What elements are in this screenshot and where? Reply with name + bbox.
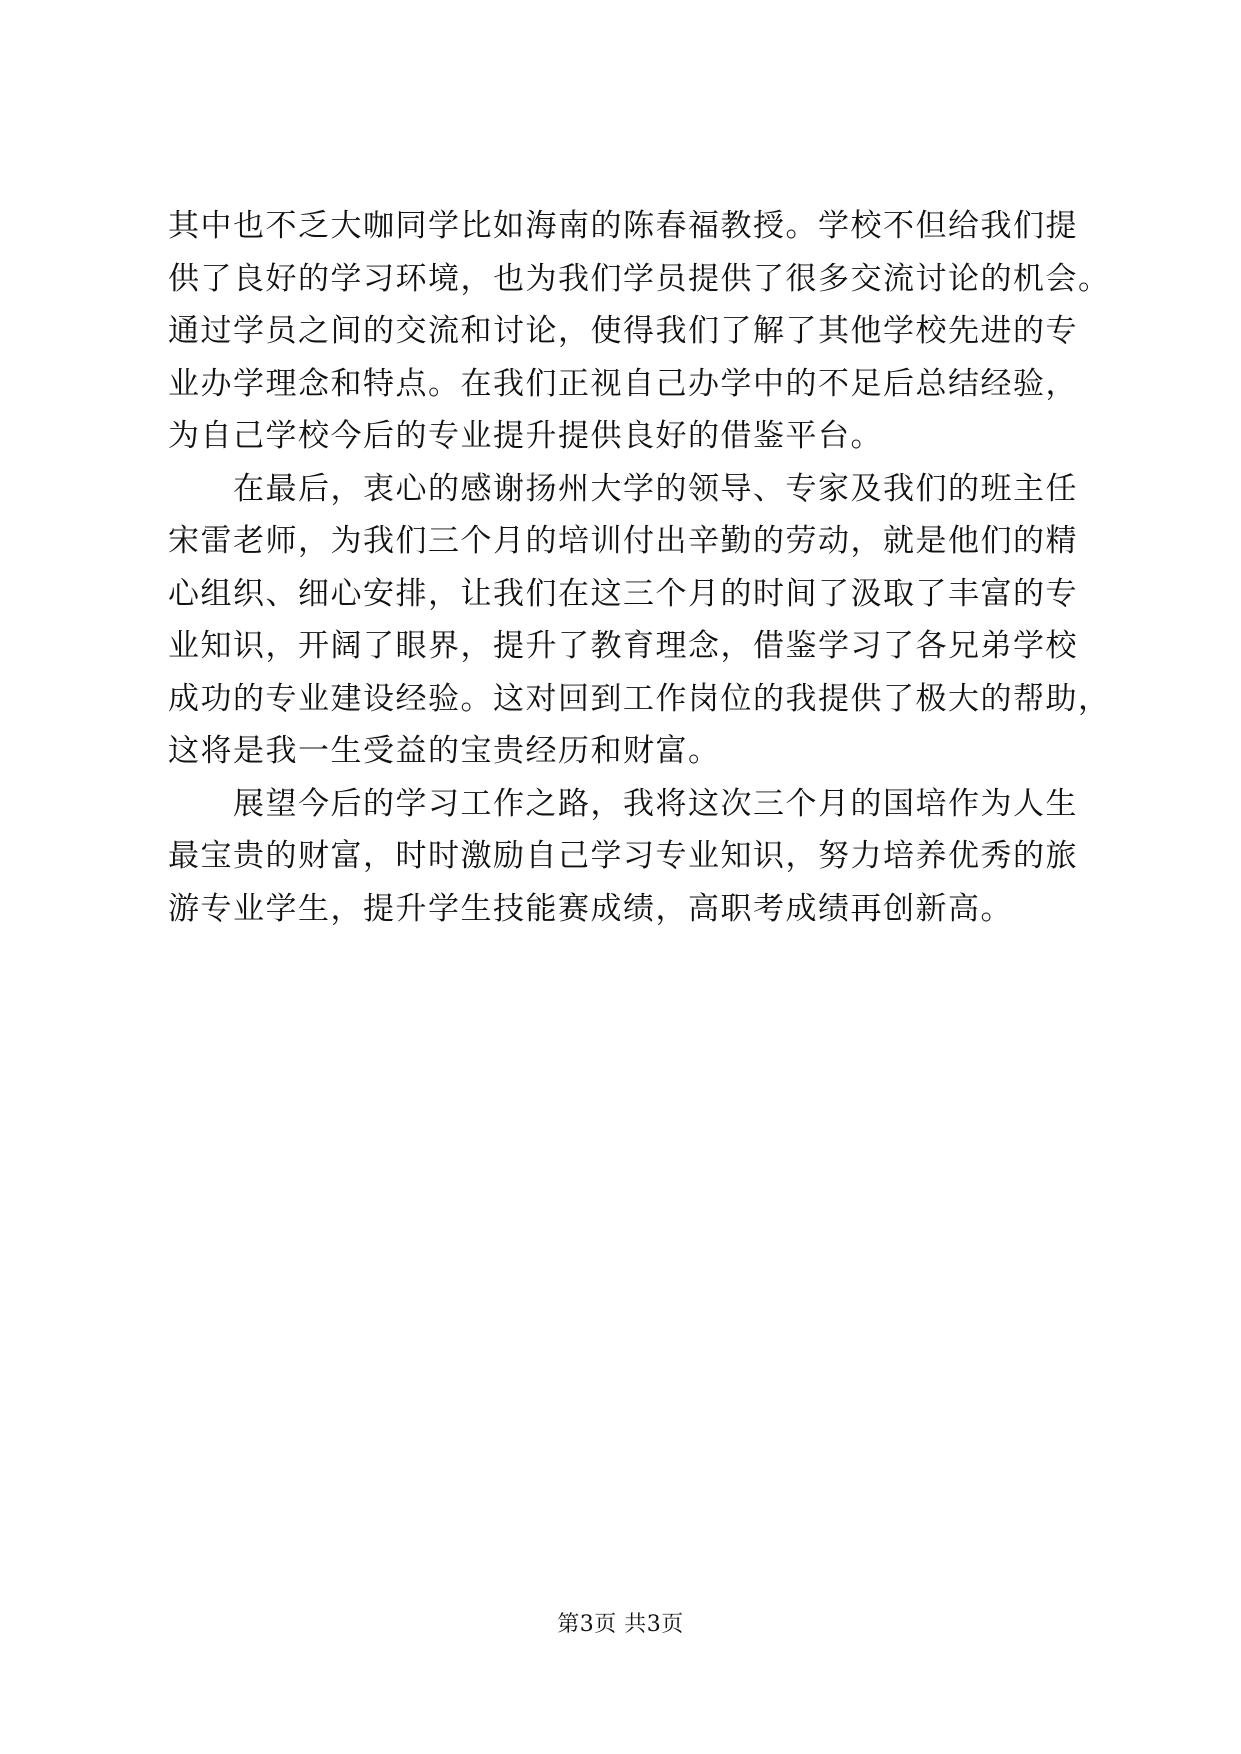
text-line: 展望今后的学习工作之路，我将这次三个月的国培作为人生 [168, 785, 1078, 822]
text-line: 供了良好的学习环境，也为我们学员提供了很多交流讨论的机会。 [168, 260, 1111, 297]
text-line: 为自己学校今后的专业提升提供良好的借鉴平台。 [168, 418, 883, 454]
text-line: 成功的专业建设经验。这对回到工作岗位的我提供了极大的帮助， [168, 680, 1111, 717]
page-number-footer: 第3页 共3页 [557, 1612, 684, 1637]
text-line: 业知识，开阔了眼界，提升了教育理念，借鉴学习了各兄弟学校 [168, 628, 1078, 664]
text-line: 其中也不乏大咖同学比如海南的陈春福教授。学校不但给我们提 [168, 208, 1078, 244]
text-line: 这将是我一生受益的宝贵经历和财富。 [168, 733, 721, 769]
text-line: 游专业学生，提升学生技能赛成绩，高职考成绩再创新高。 [168, 890, 1013, 927]
body-text [168, 200, 1111, 935]
text-line: 在最后，衷心的感谢扬州大学的领导、专家及我们的班主任 [168, 470, 1078, 507]
text-line: 宋雷老师，为我们三个月的培训付出辛勤的劳动，就是他们的精 [168, 523, 1078, 559]
text-line: 通过学员之间的交流和讨论，使得我们了解了其他学校先进的专 [168, 313, 1078, 349]
text-line: 业办学理念和特点。在我们正视自己办学中的不足后总结经验， [168, 365, 1078, 402]
text-line: 最宝贵的财富，时时激励自己学习专业知识，努力培养优秀的旅 [168, 838, 1078, 874]
text-line: 心组织、细心安排，让我们在这三个月的时间了汲取了丰富的专 [168, 575, 1078, 612]
